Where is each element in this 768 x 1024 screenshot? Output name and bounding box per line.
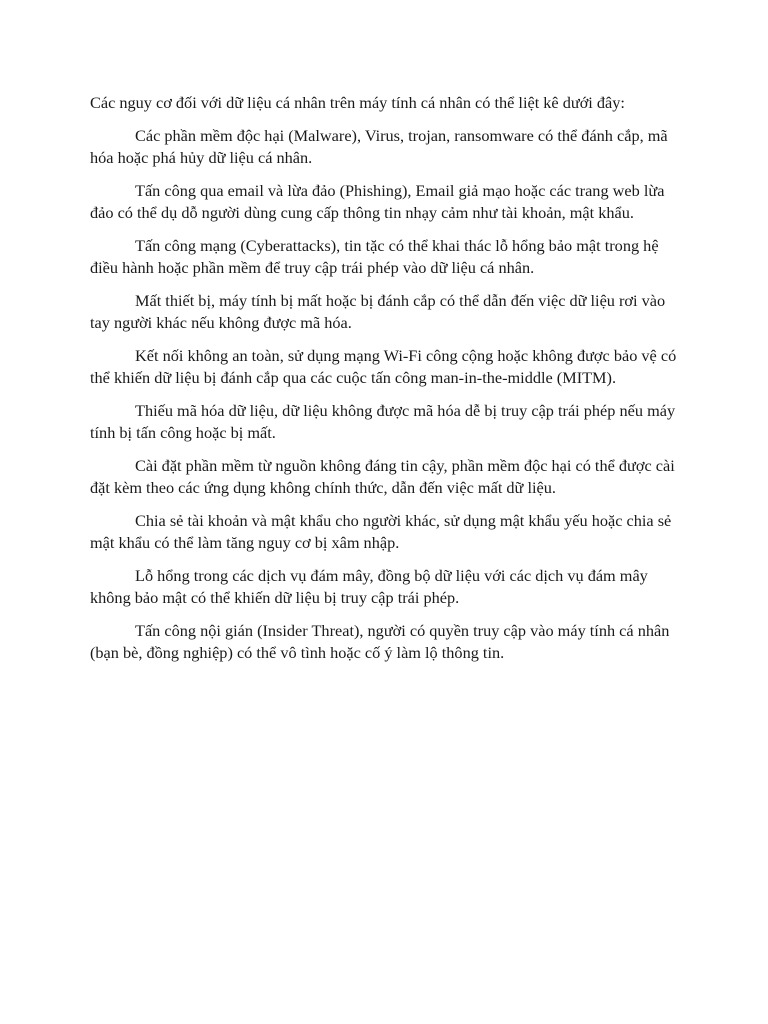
paragraph-malware: Các phần mềm độc hại (Malware), Virus, trojan, ransomware có thể đánh cắp, mã hóa hoặc phá hủy dữ liệu cá nhân.: [90, 126, 668, 167]
paragraph-no-encryption: Thiếu mã hóa dữ liệu, dữ liệu không được mã hóa dễ bị truy cập trái phép nếu máy tính bị tấn công hoặc bị mất.: [90, 401, 676, 442]
intro-paragraph: Các nguy cơ đối với dữ liệu cá nhân trên máy tính cá nhân có thể liệt kê dưới đây:: [90, 93, 625, 112]
paragraph-device-loss: Mất thiết bị, máy tính bị mất hoặc bị đánh cắp có thể dẫn đến việc dữ liệu rơi vào tay người khác nếu không được mã hóa.: [90, 291, 666, 332]
paragraph-password-sharing: Chia sẻ tài khoản và mật khẩu cho người khác, sử dụng mật khẩu yếu hoặc chia sẻ mật khẩu có thể làm tăng nguy cơ bị xâm nhập.: [90, 511, 672, 552]
document-page: [90, 92, 682, 675]
paragraph-insider-threat: Tấn công nội gián (Insider Threat), người có quyền truy cập vào máy tính cá nhân (bạn bè, đồng nghiệp) có thể vô tình hoặc cố ý làm lộ thông tin.: [90, 621, 670, 662]
paragraph-insecure-connection: Kết nối không an toàn, sử dụng mạng Wi-Fi công cộng hoặc không được bảo vệ có thể khiến dữ liệu bị đánh cắp qua các cuộc tấn công man-in-the-middle (MITM).: [90, 346, 677, 387]
paragraph-cloud-vulnerabilities: Lỗ hổng trong các dịch vụ đám mây, đồng bộ dữ liệu với các dịch vụ đám mây không bảo mật có thể khiến dữ liệu bị truy cập trái phép.: [90, 566, 648, 607]
paragraph-cyberattacks: Tấn công mạng (Cyberattacks), tin tặc có thể khai thác lỗ hổng bảo mật trong hệ điều hành hoặc phần mềm để truy cập trái phép vào dữ liệu cá nhân.: [90, 236, 659, 277]
paragraph-phishing: Tấn công qua email và lừa đảo (Phishing), Email giả mạo hoặc các trang web lừa đảo có thể dụ dỗ người dùng cung cấp thông tin nhạy cảm như tài khoản, mật khẩu.: [90, 181, 665, 222]
paragraph-untrusted-software: Cài đặt phần mềm từ nguồn không đáng tin cậy, phần mềm độc hại có thể được cài đặt kèm theo các ứng dụng không chính thức, dẫn đến việc mất dữ liệu.: [90, 456, 675, 497]
